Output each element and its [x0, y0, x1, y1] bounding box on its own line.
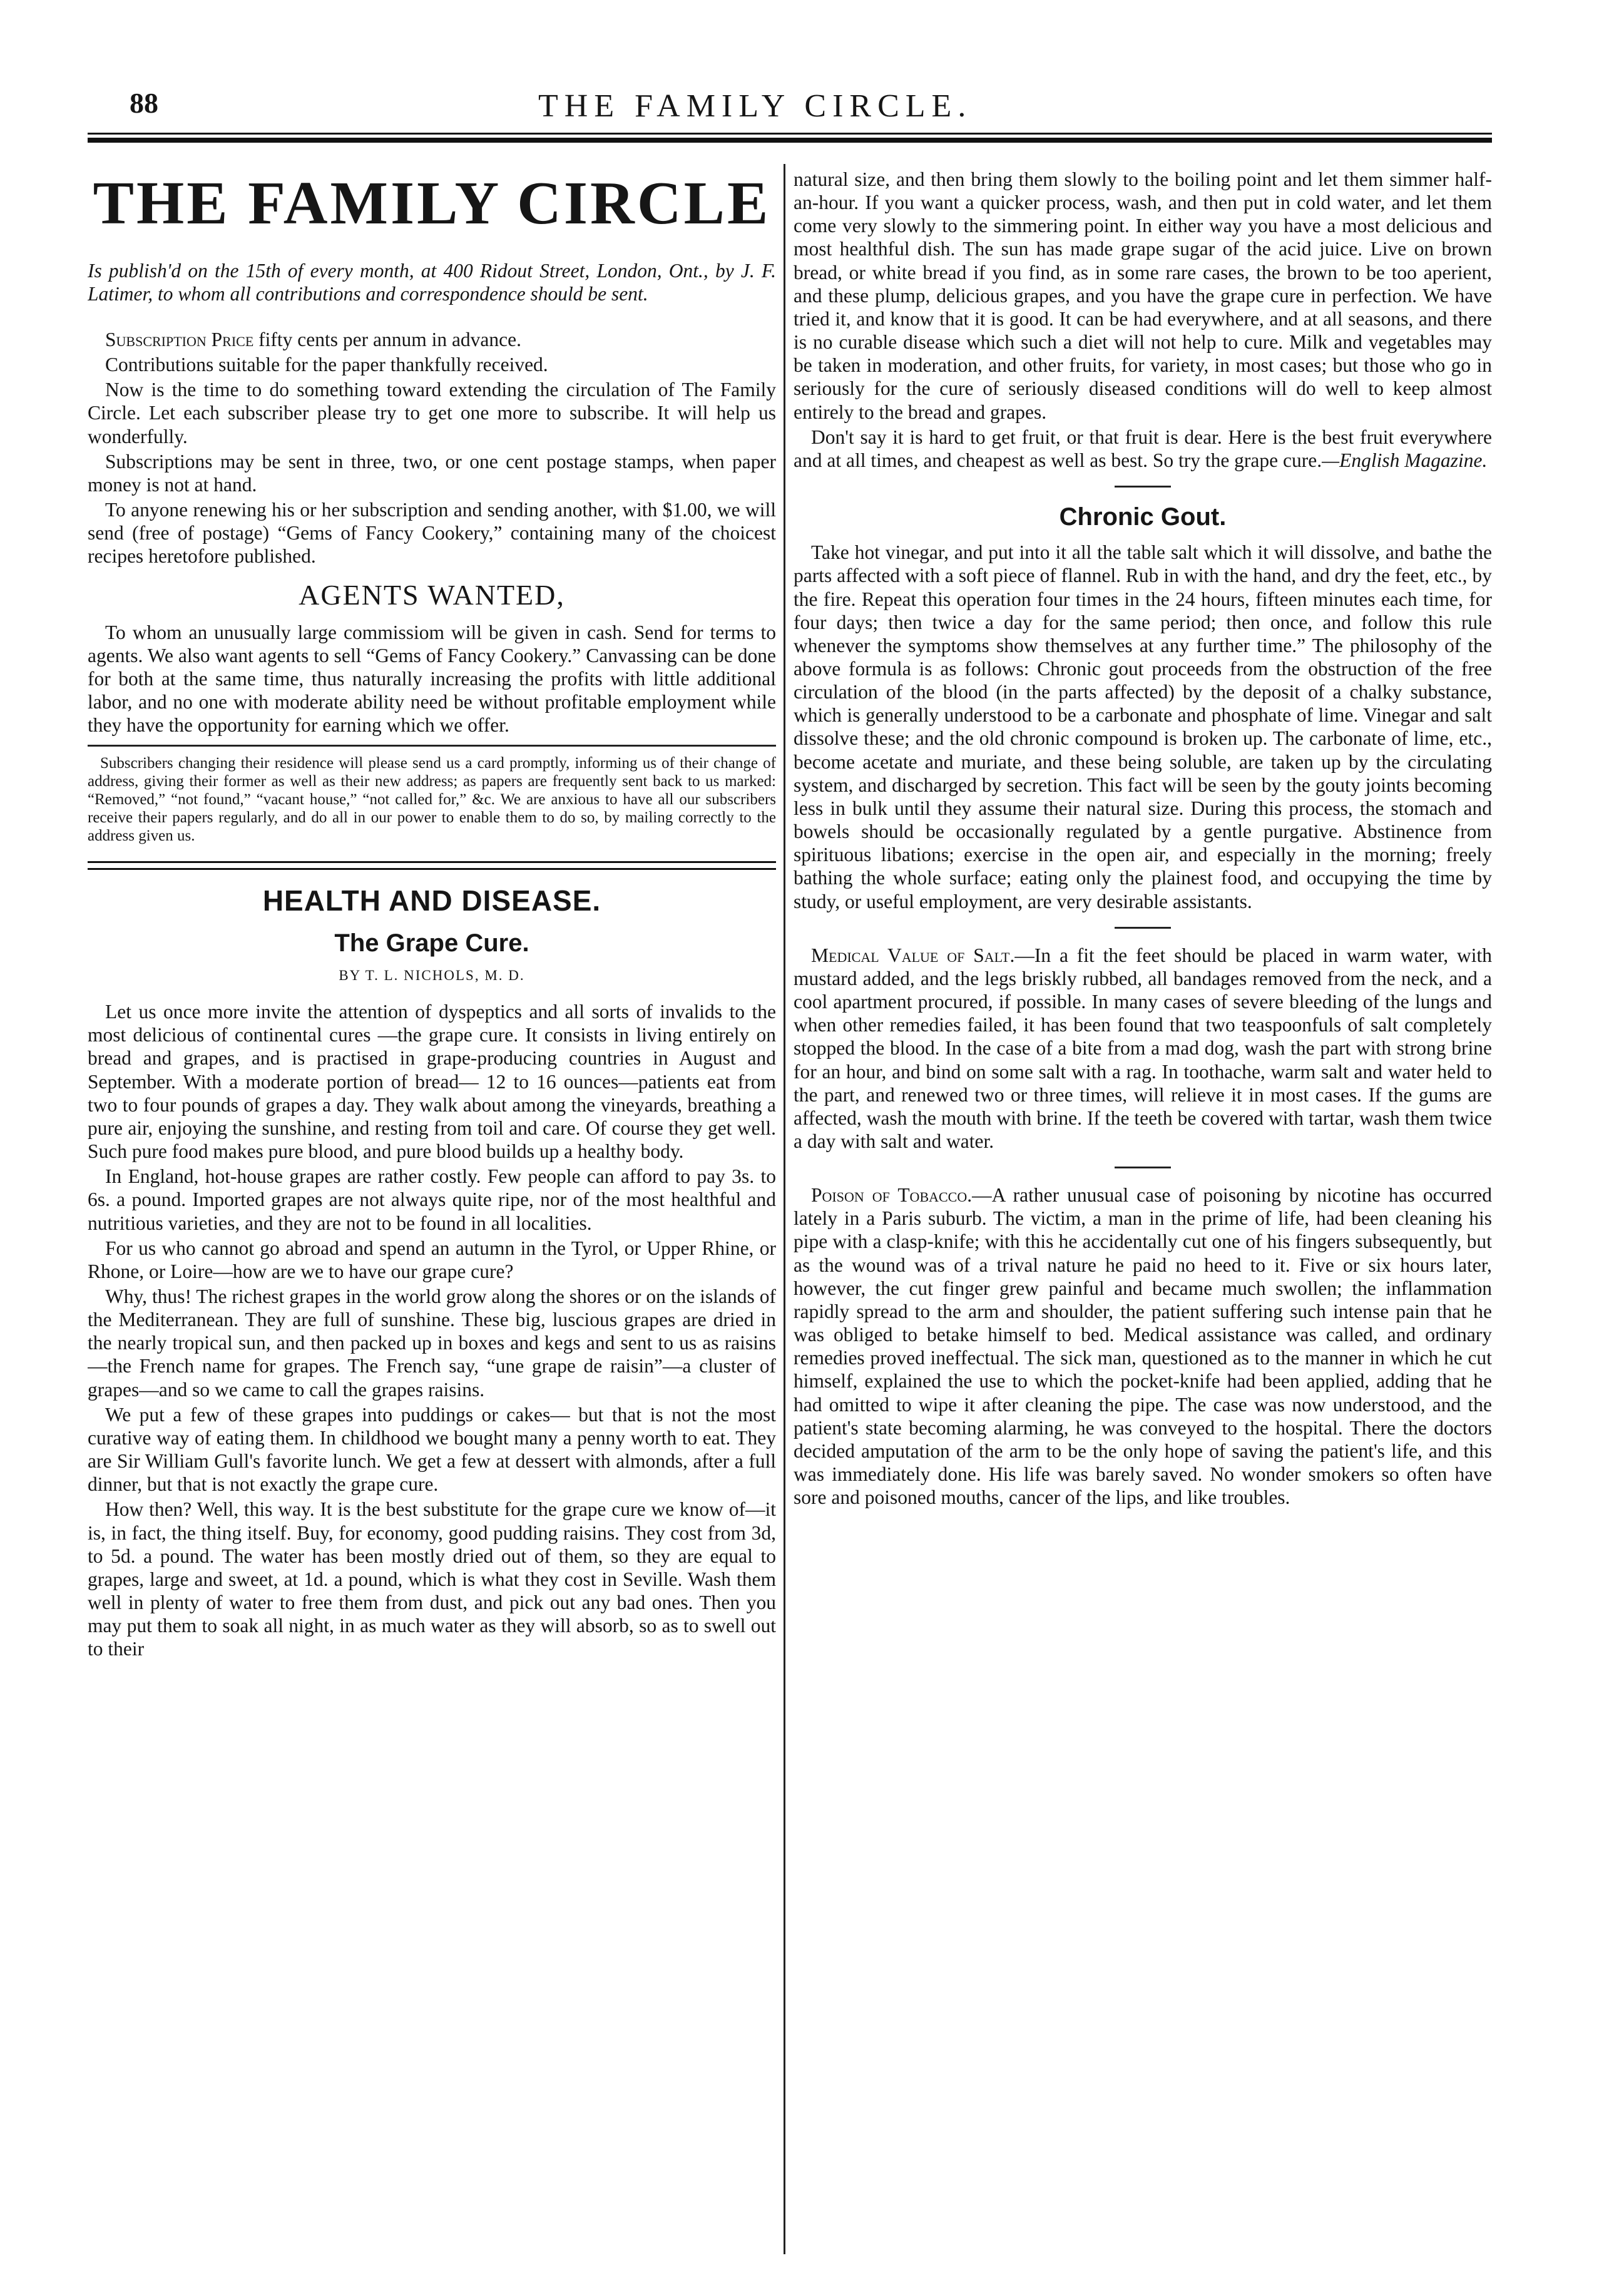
article-separator	[1115, 1167, 1171, 1168]
left-paragraph: To anyone renewing his or her subscription and sending another, with $1.00, we will send (free of postage) “Gems of Fancy Cookery,” containing many of the choicest recipes heretofore published.	[88, 499, 776, 568]
grape-cure-closing-text: Don't say it is hard to get fruit, or that fruit is dear. Here is the best fruit everywhere and at all times, and cheapest as well as best. So try the grape cure.	[794, 426, 1492, 471]
article-title-chronic-gout: Chronic Gout.	[1059, 503, 1227, 531]
agents-title: AGENTS WANTED,	[299, 578, 565, 611]
tobacco-paragraph	[794, 1183, 1492, 1509]
subscription-text: fifty cents per annum in advance.	[258, 328, 521, 350]
grape-cure-continued: natural size, and then bring them slowly to the boiling point and let them simmer half-an-hour. If you want a quicker process, wash, and then put in cold water, and let them come very slowly to the simmering point. In either way you have a most delicious and most healthful dish. The sun has made grape sugar of the acid juice. Live on brown bread, or white bread if you find, as in some rare cases, the brown to be too aperient, and these plump, delicious grapes, and you have the grape cure in perfection. We have tried it, and know that it is good. It can be had everywhere, and at all seasons, and there is no curable disease which such a diet will not help to cure. Milk and vegetables may be taken in moderation, and other fruits, for variety, in most cases; but those who go in seriously for the cure of seriously diseased conditions will do well to keep almost entirely to the bread and grapes.	[794, 168, 1492, 423]
left-paragraph: Now is the time to do something toward extending the circulation of The Family Circle. Let each subscriber please try to get one more to subscribe. It will help us wonderfully.	[88, 379, 776, 447]
running-head: THE FAMILY CIRCLE.	[538, 88, 973, 124]
medical-salt-paragraph	[794, 944, 1492, 1153]
masthead-imprint: Is publish'd on the 15th of every month, at 400 Ridout Street, London, Ont., by J. F. Latimer, to whom all contributions and correspondence should be sent.	[88, 259, 776, 305]
grape-cure-paragraph: Why, thus! The richest grapes in the world grow along the shores or on the islands of the Mediterranean. They are full of sunshine. These big, luscious grapes are dried in the nearly tropical sun, and then packed up in boxes and kegs and sent to us as raisins—the French name for grapes. The French say, “une grape de raisin”—a cluster of grapes—and so we came to call the grapes raisins.	[88, 1285, 776, 1401]
header-rule-thick	[88, 138, 1492, 143]
article-separator	[1115, 486, 1171, 488]
left-paragraph: Subscriptions may be sent in three, two, or one cent postage stamps, when paper money is not at hand.	[88, 450, 776, 496]
article-separator	[1115, 927, 1171, 929]
header-rule-thin	[88, 133, 1492, 135]
medical-salt-text: —In a fit the feet should be placed in warm water, with mustard added, and the legs briskly rubbed, all bandages removed from the neck, and a cool apartment procured, if possible. In many cases of severe bleeding of the lungs and when other remedies failed, it has been found that two teaspoonfuls of salt completely stopped the blood. In the case of a bite from a mad dog, wash the part with strong brine for an hour, and bind on some salt with a rag. In toothache, warm salt and water held to the part, and renewed two or three times, will relieve it in most cases. If the gums are affected, wash the mouth with brine. If the teeth be covered with tartar, wash them twice a day with salt and water.	[794, 944, 1492, 1152]
left-column	[88, 168, 776, 2245]
grape-cure-paragraph: We put a few of these grapes into puddings or cakes— but that is not the most curative way of eating them. In childhood we bought many a penny worth to eat. They are Sir William Gull's favorite lunch. We get a few at dessert with almonds, after a full dinner, but that is not exactly the grape cure.	[88, 1403, 776, 1496]
agents-text: To whom an unusually large commissiom will be given in cash. Send for terms to agents. We also want agents to sell “Gems of Fancy Cookery.” Canvassing can be done for both at the same time, thus naturally increasing the profits with little additional labor, and no one with moderate ability need be without profitable employment while they have the opportunity for earning which we offer.	[88, 621, 776, 737]
article-byline: BY T. L. NICHOLS, M. D.	[339, 968, 525, 983]
grape-cure-paragraph: How then? Well, this way. It is the best substitute for the grape cure we know of—it is, in fact, the thing itself. Buy, for economy, good pudding raisins. They cost from 3d, to 5d. a pound. The water has been mostly dried out of them, so they are equal to grapes, large and sweet, at 1d. a pound, which is what they cost in Seville. Wash them well in plenty of water to free them from dust, and pick out any bad ones. Then you may put them to soak all night, in as much water as they will absorb, so as to swell out to their	[88, 1498, 776, 1660]
subscription-label: Subscription Price	[105, 328, 254, 350]
grape-cure-closing	[794, 426, 1492, 472]
grape-cure-paragraph: Let us once more invite the attention of dyspeptics and all sorts of invalids to the most delicious of continental cures —the grape cure. It consists in living entirely on bread and grapes, and is practised in grape-producing countries in August and September. With a moderate portion of bread— 12 to 16 ounces—patients eat from two to four pounds of grapes a day. They walk about among the vineyards, breathing a pure air, enjoying the sunshine, and resting from toil and care. Of course they get well. Such pure food makes pure blood, and pure blood builds up a healthy body.	[88, 1001, 776, 1163]
right-column	[794, 168, 1492, 2245]
article-title-grape-cure: The Grape Cure.	[334, 929, 529, 957]
column-divider	[784, 164, 785, 2254]
section-double-rule	[88, 861, 776, 870]
notice-text: Subscribers changing their residence will please send us a card promptly, informing us of their change of address, giving their former as well as their new address; as papers are frequently sent back to us marked: “Removed,” “not found,” “vacant house,” “not called for,” &c. We are anxious to have all our subscribers receive their papers regularly, and do all in our power to enable them to do so, by mailing correctly to the address given us.	[88, 754, 776, 844]
grape-cure-paragraph: For us who cannot go abroad and spend an autumn in the Tyrol, or Upper Rhine, or Rhone, or Loire—how are we to have our grape cure?	[88, 1237, 776, 1282]
masthead-title: THE FAMILY CIRCLE	[93, 170, 771, 237]
chronic-gout-text: Take hot vinegar, and put into it all the table salt which it will dissolve, and bathe the parts affected with a soft piece of flannel. Rub in with the hand, and dry the feet, etc., by the fire. Repeat this operation four times in the 24 hours, fifteen minutes each time, for four days; then twice a day for the same period; then once, and follow this rule whenever the symptoms show themselves at any further time.” The philosophy of the above formula is as follows: Chronic gout proceeds from the obstruction of the free circulation of the blood (in the parts affected) by the deposit of a chalky substance, which is generally understood to be a carbonate and phosphate of lime. Vinegar and salt dissolve these; and the old chronic compound is broken up. The carbonate of lime, etc., become acetate and muriate, and these being soluble, are taken up by the circulating system, and discharged by secretion. This fact will be seen by the gouty joints becoming less in bulk until they assume their natural size. During this process, the stomach and bowels should be occasionally regulated by a gentle purgative. Abstinence from spirituous libations; exercise in the open air, and especially in the morning; freely bathing the whole surface; eating only the plainest food, and occupying the time by study, or useful employment, are very desirable assistants.	[794, 541, 1492, 912]
grape-cure-paragraph: In England, hot-house grapes are rather costly. Few people can afford to pay 3s. to 6s. a pound. Imported grapes are not always quite ripe, nor of the most healthful and nutritious varieties, and they are not to be found in all localities.	[88, 1165, 776, 1234]
tobacco-heading: Poison of Tobacco.	[811, 1184, 973, 1207]
section-title: HEALTH AND DISEASE.	[262, 884, 601, 917]
medical-salt-heading: Medical Value of Salt.	[811, 944, 1015, 966]
grape-cure-source: —English Magazine.	[1322, 449, 1488, 471]
page-number: 88	[130, 87, 158, 119]
subscriber-notice	[88, 745, 776, 845]
tobacco-text: —A rather unusual case of poisoning by nicotine has occurred lately in a Paris suburb. The victim, a man in the prime of life, had been cleaning his pipe with a clasp-knife; with this he accidentally cut one of his fingers subsequently, but as the wound was of a trival nature he paid no heed to it. Five or six hours later, however, the cut finger grew painful and became much swollen; the inflammation rapidly spread to the arm and shoulder, the patient suffering such intense pain that he was obliged to betake himself to bed. Medical assistance was called, and ordinary remedies proved ineffectual. The sick man, questioned as to the manner in which he cut himself, explained the use to which the pocket-knife had been applied, adding that he had omitted to wipe it after cleaning the pipe. The case was now understood, and the patient's state becoming alarming, he was conveyed to the hospital. There the doctors decided amputation of the arm to be the only hope of saving the patient's life, and this was immediately done. His life was barely saved. No wonder smokers so often have sore and poisoned mouths, cancer of the lips, and like troubles.	[794, 1184, 1492, 1509]
left-paragraph: Contributions suitable for the paper thankfully received.	[105, 354, 548, 376]
subscription-price	[88, 328, 776, 351]
